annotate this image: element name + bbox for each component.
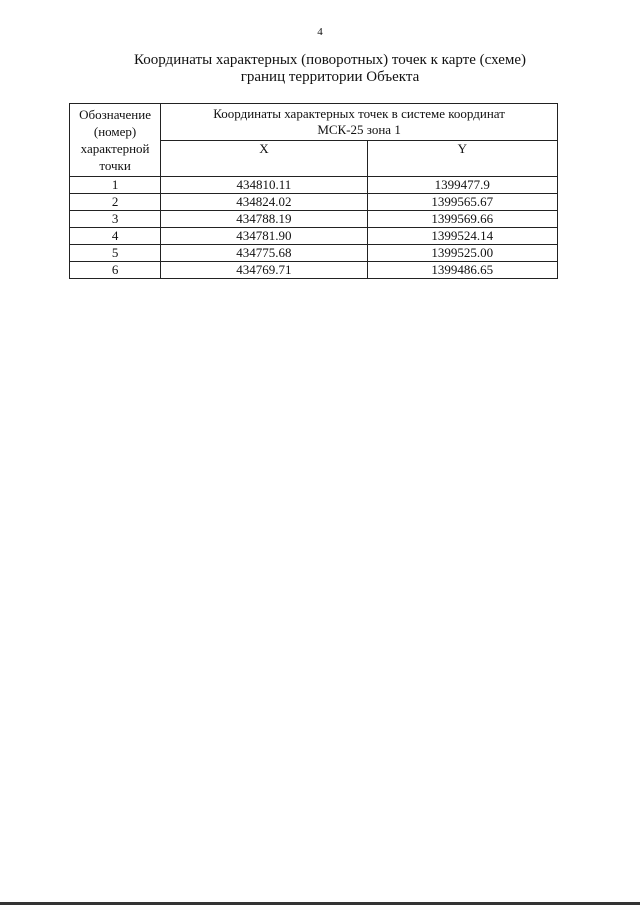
title-line-2: границ территории Объекта <box>240 69 420 85</box>
table-row <box>70 177 558 194</box>
cell-point-number: 6 <box>70 262 161 279</box>
cell-point-number: 5 <box>70 245 161 262</box>
cell-y: 1399525.00 <box>367 245 557 262</box>
document-title <box>100 52 560 86</box>
cell-point-number: 4 <box>70 228 161 245</box>
page-number: 4 <box>317 26 323 38</box>
cell-point-number: 3 <box>70 211 161 228</box>
table-row <box>70 211 558 228</box>
title-line-1: Координаты характерных (поворотных) точек к карте (схеме) <box>134 52 526 68</box>
cell-point-number: 2 <box>70 194 161 211</box>
coordinates-table <box>69 103 558 279</box>
cell-x: 434788.19 <box>161 211 367 228</box>
cell-x: 434810.11 <box>161 177 367 194</box>
cell-y: 1399569.66 <box>367 211 557 228</box>
table-row <box>70 194 558 211</box>
cell-x: 434769.71 <box>161 262 367 279</box>
table-row <box>70 262 558 279</box>
cell-y: 1399565.67 <box>367 194 557 211</box>
cell-point-number: 1 <box>70 177 161 194</box>
header-x: X <box>161 141 367 177</box>
cell-x: 434775.68 <box>161 245 367 262</box>
cell-y: 1399477.9 <box>367 177 557 194</box>
header-coordinate-system: Координаты характерных точек в системе координат МСК-25 зона 1 <box>161 104 558 141</box>
header-y: Y <box>367 141 557 177</box>
cell-x: 434824.02 <box>161 194 367 211</box>
table-row <box>70 228 558 245</box>
cell-y: 1399524.14 <box>367 228 557 245</box>
cell-y: 1399486.65 <box>367 262 557 279</box>
cell-x: 434781.90 <box>161 228 367 245</box>
table-row <box>70 245 558 262</box>
header-point-designation: Обозначение (номер) характерной точки <box>70 104 161 177</box>
